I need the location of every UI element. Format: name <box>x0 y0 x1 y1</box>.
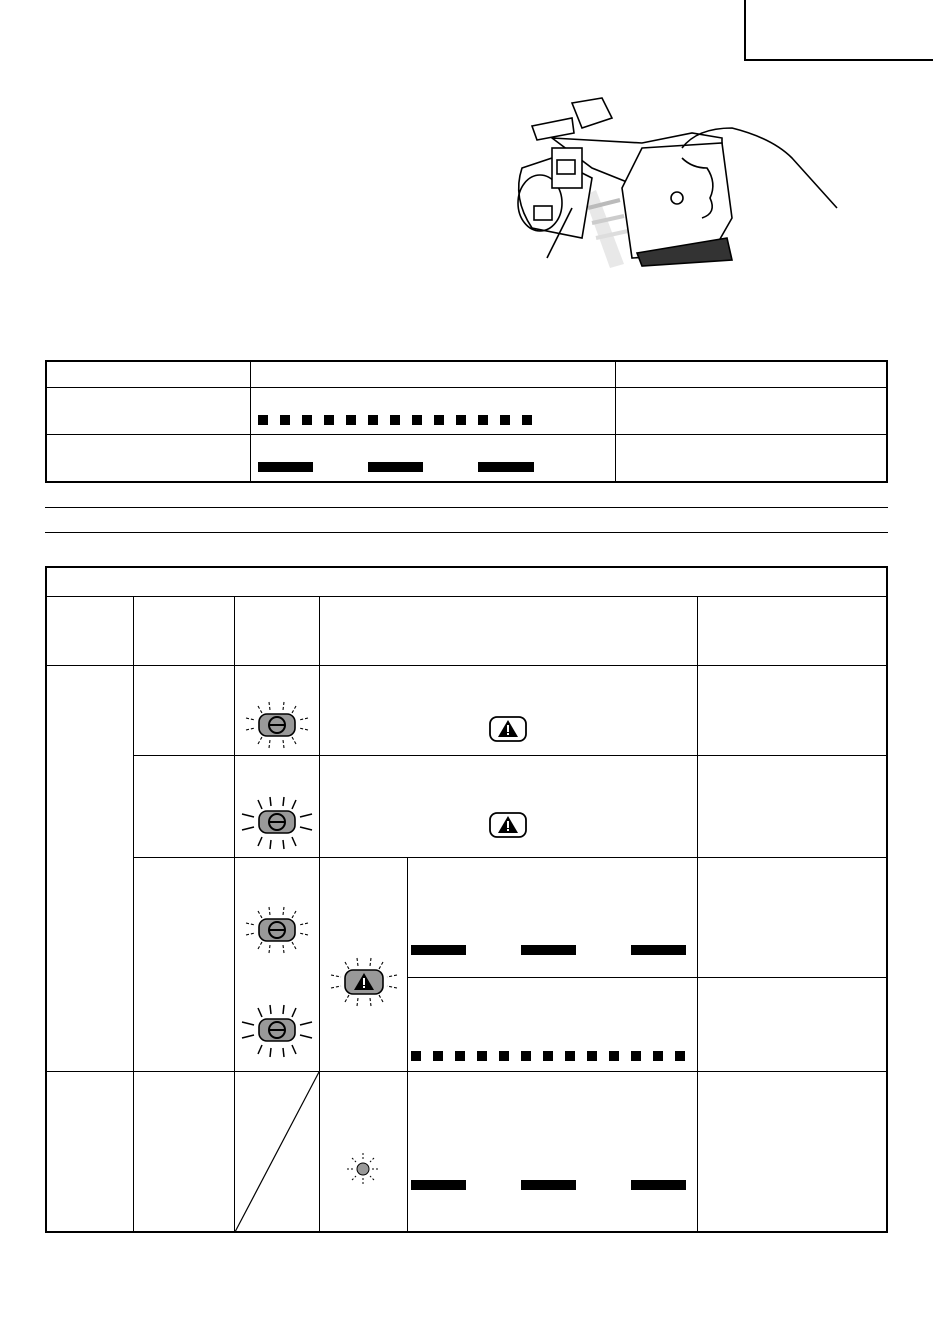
short-flash-dot <box>675 1051 685 1061</box>
long-flash-segment <box>631 945 686 955</box>
main-table-header-line <box>45 665 888 666</box>
short-flash-dot <box>543 1051 553 1061</box>
warning-triangle-icon <box>489 716 527 742</box>
top-table-col-line-2 <box>615 360 616 483</box>
short-flash-dot <box>477 1051 487 1061</box>
short-flash-dot <box>433 1051 443 1061</box>
short-flash-dot <box>434 415 444 425</box>
main-table-section-line <box>45 1071 888 1072</box>
long-flash-segment <box>521 945 576 955</box>
short-flash-dot <box>500 415 510 425</box>
long-flash-segment <box>411 1180 466 1190</box>
motor-lamp-flashing-fast-icon <box>240 796 314 850</box>
long-flash-pattern <box>258 462 538 472</box>
short-flash-dot <box>324 415 334 425</box>
short-flash-dot <box>478 415 488 425</box>
main-table-row-line <box>133 857 888 858</box>
small-lamp-flashing-icon <box>345 1151 381 1187</box>
short-flash-dot <box>565 1051 575 1061</box>
main-table-subcol-line <box>407 857 408 1233</box>
main-table-col-line <box>697 596 698 1233</box>
short-flash-dot <box>456 415 466 425</box>
long-flash-segment <box>258 462 313 472</box>
motor-lamp-flashing-icon <box>244 905 310 955</box>
long-flash-segment <box>521 1180 576 1190</box>
short-flash-dot <box>368 415 378 425</box>
short-flash-dot <box>258 415 268 425</box>
short-flash-dot <box>412 415 422 425</box>
main-table-col-line <box>133 596 134 1233</box>
short-flash-dot <box>499 1051 509 1061</box>
short-flash-dot <box>631 1051 641 1061</box>
divider-rule <box>45 532 888 533</box>
short-flash-dot <box>521 1051 531 1061</box>
short-flash-dot <box>653 1051 663 1061</box>
band-saw-illustration <box>492 88 842 288</box>
motor-lamp-flashing-icon <box>244 700 310 750</box>
short-flash-dot <box>455 1051 465 1061</box>
short-flash-pattern <box>258 415 538 425</box>
short-flash-dot <box>302 415 312 425</box>
divider-rule <box>45 507 888 508</box>
motor-lamp-flashing-fast-icon <box>240 1004 314 1058</box>
short-flash-dot <box>411 1051 421 1061</box>
short-flash-dot <box>346 415 356 425</box>
short-flash-dot <box>609 1051 619 1061</box>
long-flash-segment <box>411 945 466 955</box>
long-flash-pattern <box>411 945 687 955</box>
short-flash-dot <box>522 415 532 425</box>
top-table-row-line <box>45 434 888 435</box>
short-flash-dot <box>587 1051 597 1061</box>
main-table-row-line <box>133 755 888 756</box>
page-tab-box <box>744 0 933 61</box>
long-flash-pattern <box>411 1180 687 1190</box>
top-table-col-line-1 <box>250 360 251 483</box>
warning-triangle-icon <box>489 812 527 838</box>
short-flash-dot <box>390 415 400 425</box>
short-flash-dot <box>280 415 290 425</box>
long-flash-segment <box>368 462 423 472</box>
main-table-subrow-line <box>407 977 888 978</box>
long-flash-segment <box>631 1180 686 1190</box>
warning-lamp-flashing-icon <box>329 956 399 1008</box>
main-table <box>45 566 888 1233</box>
short-flash-pattern <box>411 1051 691 1061</box>
main-table-title-line <box>45 596 888 597</box>
top-table-header-line <box>45 387 888 388</box>
long-flash-segment <box>478 462 534 472</box>
empty-cell-diagonal <box>234 1071 320 1233</box>
